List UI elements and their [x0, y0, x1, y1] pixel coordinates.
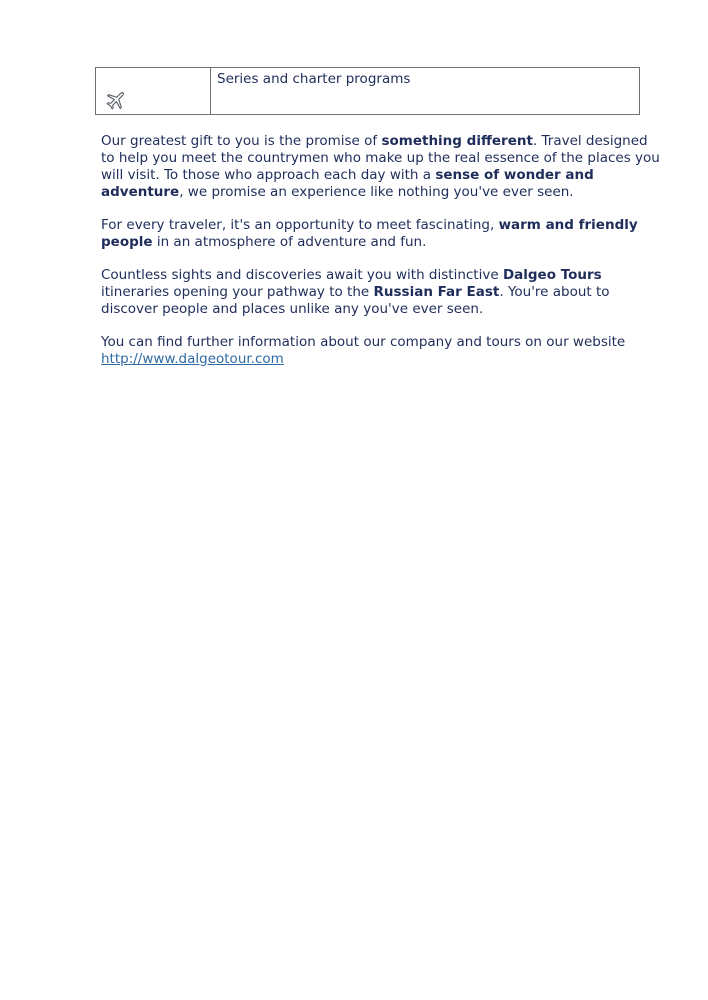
bold-phrase: Dalgeo Tours	[502, 267, 602, 283]
text-run: Countless sights and discoveries await you with distinctive	[101, 267, 503, 283]
text-run: , we promise an experience like nothing you've ever seen.	[179, 184, 574, 200]
program-label-cell	[211, 68, 639, 114]
airplane-icon	[104, 88, 128, 112]
bold-phrase: something different	[381, 133, 533, 149]
paragraph-traveler	[101, 217, 661, 251]
text-run: Our greatest gift to you is the promise of	[101, 133, 382, 149]
bold-phrase: warm and friendly people	[101, 217, 638, 250]
text-run: You can find further information about our company and tours on our website	[101, 334, 626, 350]
text-run: . Travel designed to help you meet the countrymen who make up the real essence of the places you will visit. To those who approach each day with a	[101, 133, 660, 183]
icon-cell	[96, 68, 211, 114]
text-run: For every traveler, it's an opportunity to meet fascinating,	[101, 217, 499, 233]
text-run: in an atmosphere of adventure and fun.	[152, 234, 427, 250]
body-text	[101, 133, 661, 384]
text-run: . You're about to discover people and places unlike any you've ever seen.	[101, 284, 610, 317]
paragraph-website	[101, 334, 661, 368]
program-label: Series and charter programs	[217, 71, 411, 87]
paragraph-intro	[101, 133, 661, 201]
bold-phrase: sense of wonder and adventure	[101, 167, 594, 200]
text-run: itineraries opening your pathway to the	[101, 284, 374, 300]
bold-phrase: Russian Far East	[373, 284, 500, 300]
paragraph-itineraries	[101, 267, 661, 318]
service-table	[95, 67, 640, 115]
website-link[interactable]: http://www.dalgeotour.com	[101, 351, 284, 367]
